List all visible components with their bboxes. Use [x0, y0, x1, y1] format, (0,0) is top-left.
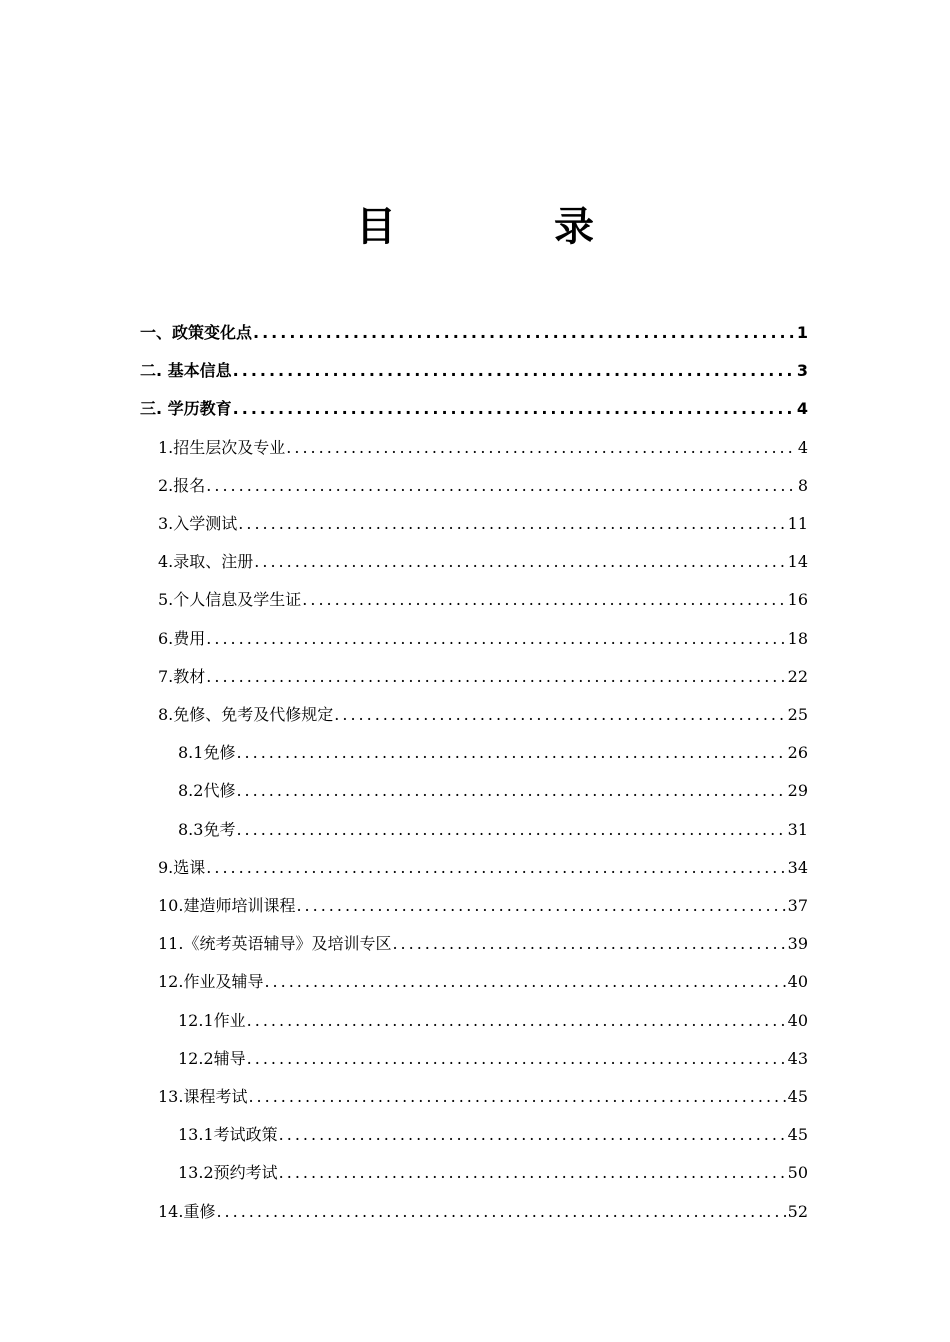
toc-entry[interactable] — [178, 815, 808, 845]
toc-entry-label: 12.作业及辅导 — [158, 972, 264, 992]
toc-entry-page-number: 52 — [787, 1201, 808, 1221]
page-title: 目 录 — [356, 203, 666, 250]
toc-entry-page-number: 50 — [787, 1163, 808, 1183]
toc-entry-page-number: 45 — [787, 1087, 808, 1106]
toc-dot-leader — [253, 318, 795, 348]
toc-dot-leader — [206, 471, 796, 501]
toc-dot-leader — [247, 1044, 786, 1074]
toc-dot-leader — [392, 929, 785, 959]
toc-entry-label: 4.录取、注册 — [158, 552, 254, 572]
toc-entry-page-number: 26 — [787, 743, 808, 763]
toc-entry[interactable] — [178, 738, 808, 768]
toc-dot-leader — [254, 547, 785, 577]
toc-entry-page-number: 18 — [787, 628, 808, 648]
toc-entry-page-number: 31 — [787, 819, 808, 839]
toc-dot-leader — [334, 700, 785, 730]
toc-entry[interactable] — [178, 1158, 808, 1188]
toc-dot-leader — [279, 1158, 786, 1188]
toc-entry-label: 三. 学历教育 — [140, 399, 232, 419]
toc-entry-page-number: 1 — [796, 323, 808, 342]
toc-entry[interactable] — [158, 700, 808, 730]
toc-dot-leader — [206, 853, 785, 883]
toc-entry[interactable] — [158, 624, 808, 654]
toc-entry[interactable] — [158, 509, 808, 539]
toc-entry-label: 3.入学测试 — [158, 514, 238, 533]
toc-entry-label: 13.1考试政策 — [178, 1125, 278, 1145]
toc-entry-page-number: 11 — [787, 514, 808, 533]
toc-dot-leader — [233, 394, 795, 424]
toc-entry-label: 8.1免修 — [178, 743, 236, 763]
toc-entry-label: 13.2预约考试 — [178, 1163, 278, 1183]
toc-entry[interactable] — [158, 471, 808, 501]
toc-entry-label: 1.招生层次及专业 — [158, 437, 286, 457]
toc-entry-page-number: 39 — [787, 934, 808, 954]
toc-entry-label: 9.选课 — [158, 857, 206, 877]
toc-entry[interactable] — [158, 1197, 808, 1227]
toc-entry[interactable] — [158, 967, 808, 997]
toc-entry-label: 12.1作业 — [178, 1010, 246, 1030]
toc-entry-page-number: 22 — [787, 666, 808, 686]
toc-entry[interactable] — [158, 547, 808, 577]
toc-dot-leader — [296, 891, 785, 921]
toc-dot-leader — [236, 776, 785, 806]
toc-dot-leader — [236, 738, 785, 768]
toc-entry-label: 12.2辅导 — [178, 1048, 246, 1068]
toc-entry-label: 10.建造师培训课程 — [158, 896, 296, 915]
toc-entry-label: 14.重修 — [158, 1201, 216, 1221]
toc-entry-page-number: 43 — [787, 1048, 808, 1068]
toc-entry-page-number: 4 — [797, 437, 808, 457]
toc-entry-label: 6.费用 — [158, 628, 206, 648]
toc-entry-label: 2.报名 — [158, 475, 206, 495]
toc-dot-leader — [279, 1120, 786, 1150]
toc-entry[interactable] — [140, 394, 808, 424]
toc-entry-page-number: 8 — [797, 475, 808, 495]
toc-entry[interactable] — [178, 1044, 808, 1074]
toc-entry-label: 一、政策变化点 — [140, 323, 253, 342]
toc-dot-leader — [247, 1006, 786, 1036]
toc-entry-page-number: 34 — [787, 857, 808, 877]
toc-entry-label: 二. 基本信息 — [140, 361, 232, 381]
toc-entry[interactable] — [158, 662, 808, 692]
toc-entry-page-number: 14 — [787, 552, 808, 572]
toc-entry-page-number: 4 — [796, 399, 808, 419]
toc-entry-page-number: 40 — [787, 1010, 808, 1030]
toc-dot-leader — [248, 1082, 785, 1112]
toc-entry-label: 5.个人信息及学生证 — [158, 590, 302, 610]
toc-dot-leader — [286, 433, 796, 463]
toc-dot-leader — [302, 585, 785, 615]
toc-entry-page-number: 29 — [787, 781, 808, 801]
toc-dot-leader — [216, 1197, 785, 1227]
toc-entry-page-number: 37 — [787, 896, 808, 915]
toc-entry[interactable] — [158, 891, 808, 921]
toc-entry-label: 8.2代修 — [178, 781, 236, 801]
toc-entry[interactable] — [140, 356, 808, 386]
toc-entry[interactable] — [158, 929, 808, 959]
toc-entry[interactable] — [158, 585, 808, 615]
toc-dot-leader — [206, 624, 785, 654]
toc-dot-leader — [238, 509, 785, 539]
toc-entry-page-number: 16 — [787, 590, 808, 610]
toc-dot-leader — [206, 662, 785, 692]
toc-dot-leader — [236, 815, 785, 845]
toc-entry-label: 8.免修、免考及代修规定 — [158, 705, 334, 724]
toc-dot-leader — [264, 967, 785, 997]
toc-entry[interactable] — [158, 433, 808, 463]
toc-entry[interactable] — [178, 776, 808, 806]
toc-entry[interactable] — [158, 1082, 808, 1112]
toc-entry-label: 8.3免考 — [178, 819, 236, 839]
toc-entry[interactable] — [158, 853, 808, 883]
toc-entry-label: 13.课程考试 — [158, 1087, 248, 1106]
toc-entry-page-number: 45 — [787, 1125, 808, 1145]
toc-entry-page-number: 3 — [796, 361, 808, 381]
toc-entry-label: 7.教材 — [158, 666, 206, 686]
toc-entry[interactable] — [140, 318, 808, 348]
toc-entry-page-number: 25 — [787, 705, 808, 724]
toc-entry-label: 11.《统考英语辅导》及培训专区 — [158, 934, 392, 954]
toc-entry[interactable] — [178, 1120, 808, 1150]
toc-entry[interactable] — [178, 1006, 808, 1036]
toc-dot-leader — [233, 356, 795, 386]
toc-entry-page-number: 40 — [787, 972, 808, 992]
